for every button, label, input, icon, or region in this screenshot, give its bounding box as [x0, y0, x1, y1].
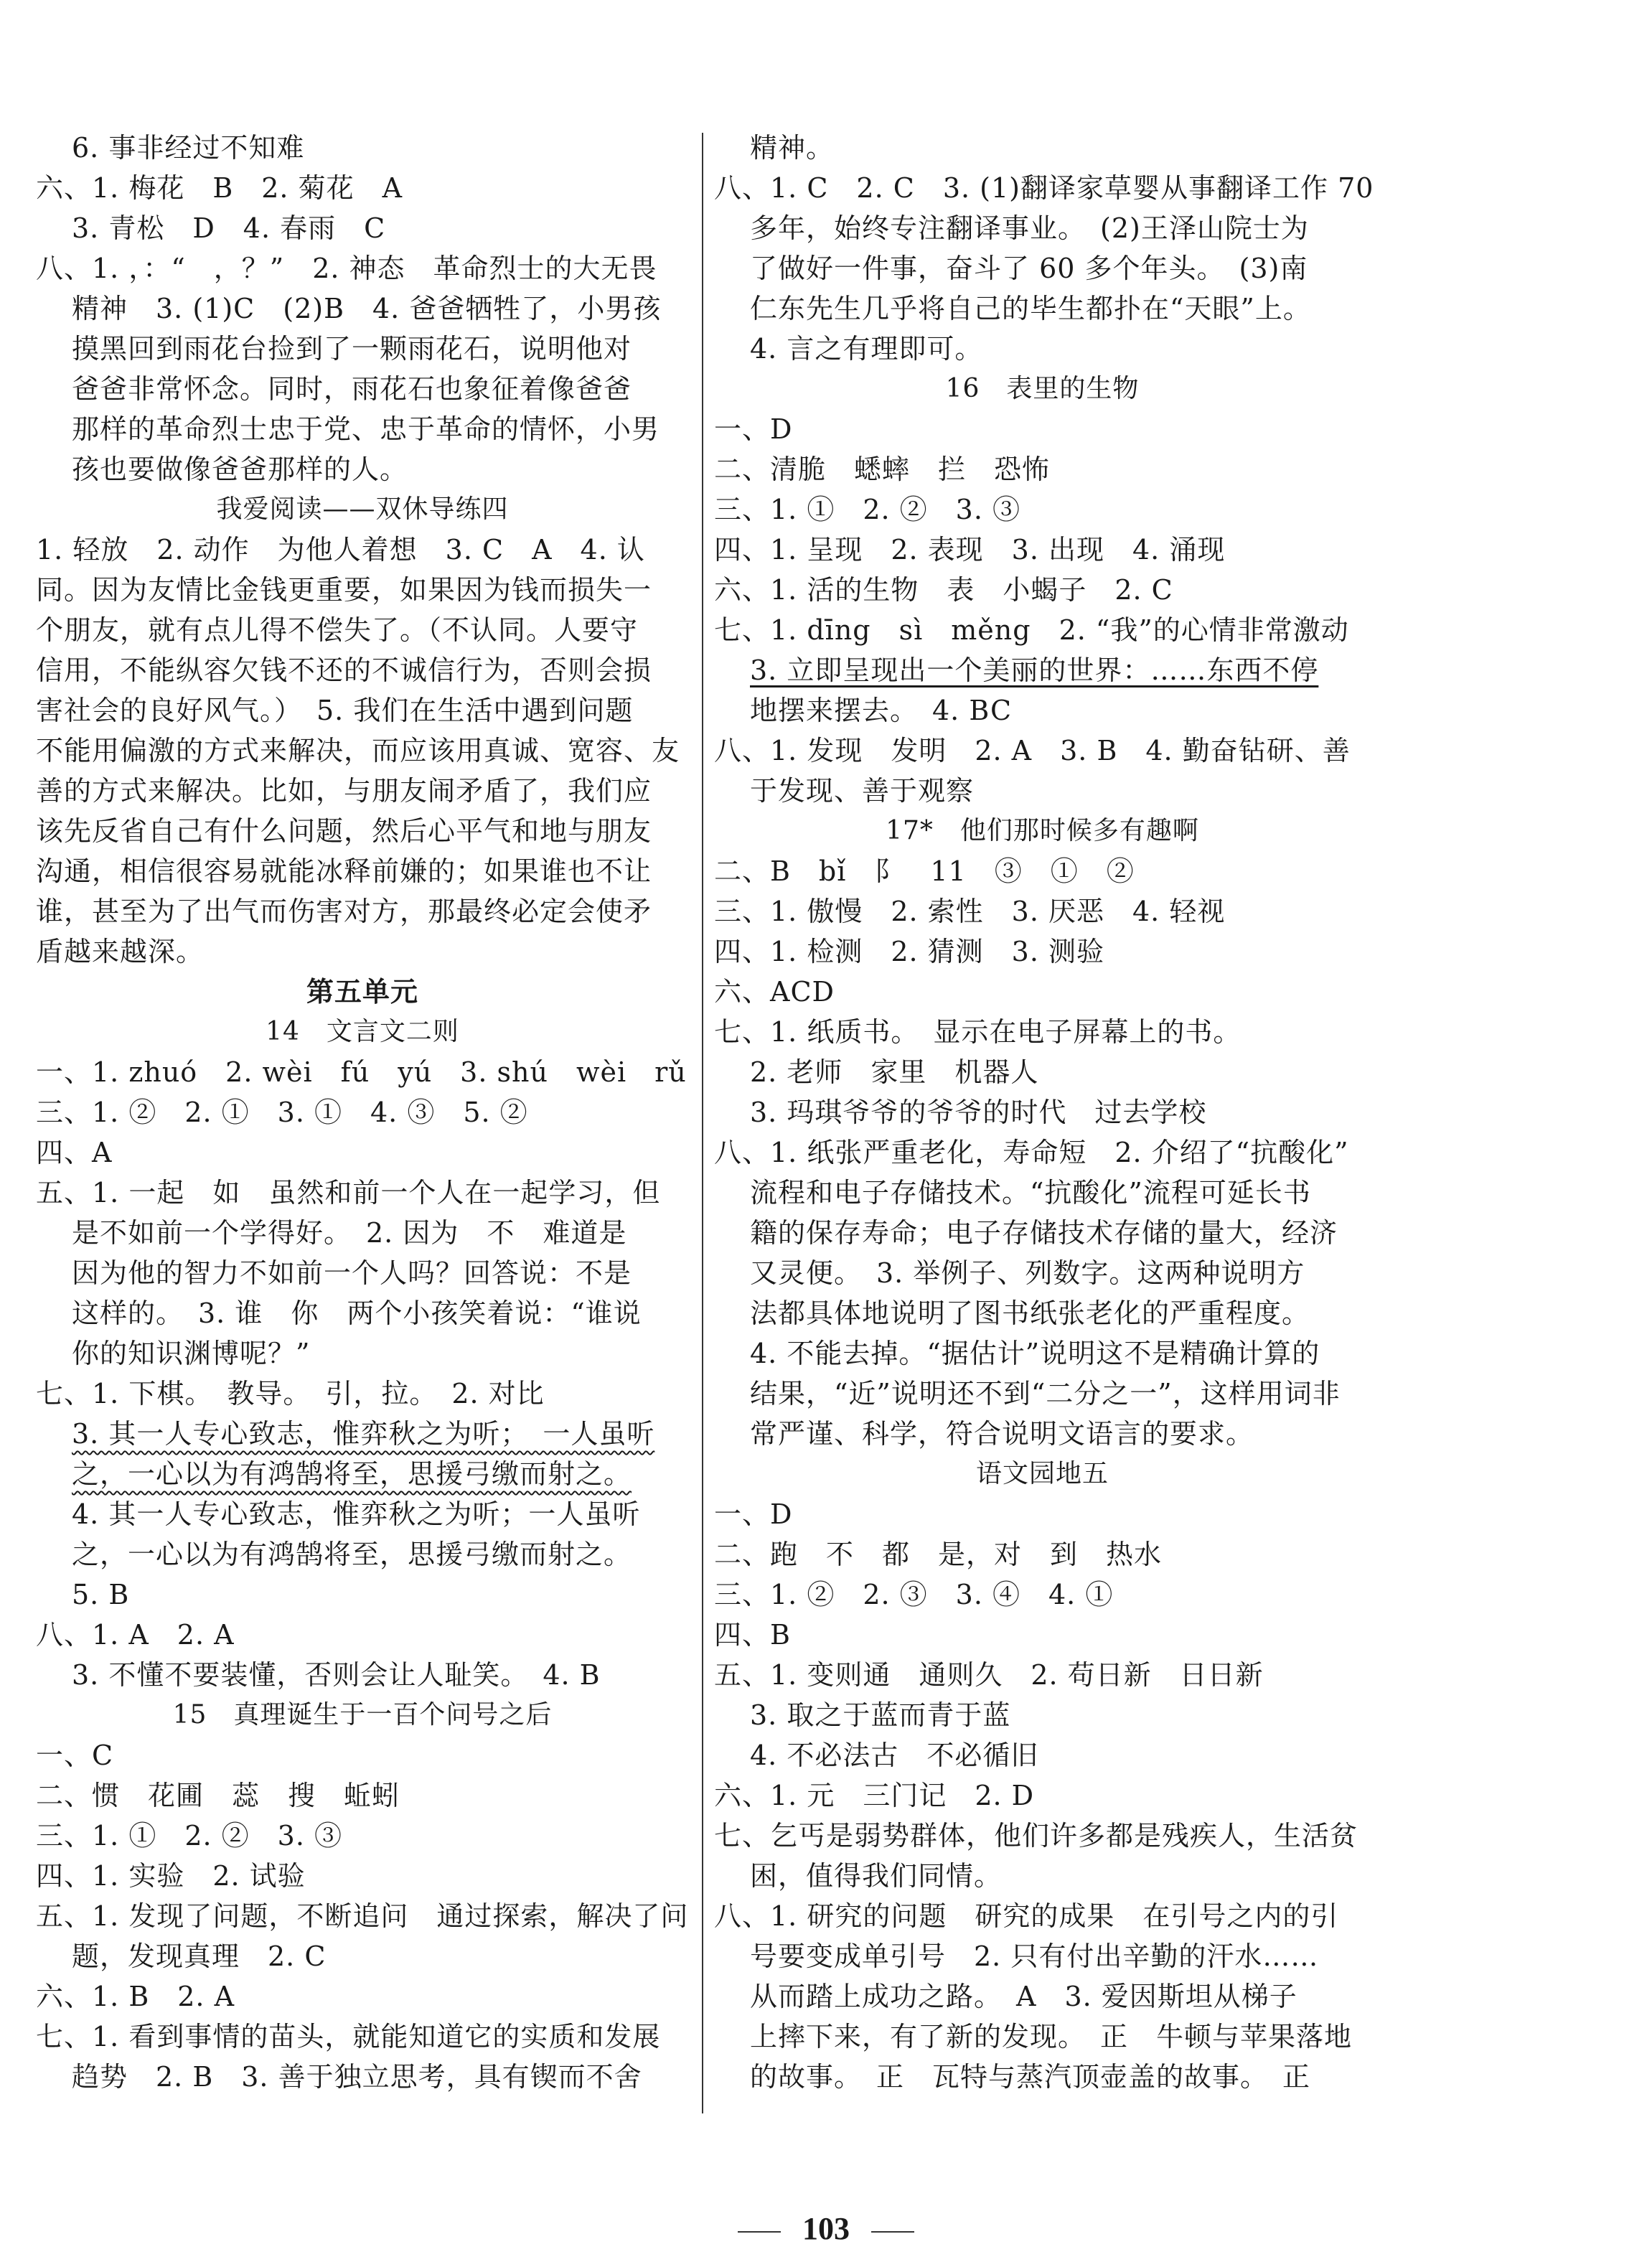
answer-line: [714, 1695, 1371, 1735]
answer-line: [36, 690, 689, 731]
answer-line: [36, 1253, 689, 1293]
line-text: 三、1. ① 2. ② 3. ③: [36, 1820, 343, 1852]
answer-line: [36, 2057, 689, 2097]
answer-line: [714, 2057, 1371, 2097]
line-text: 个朋友，就有点儿得不偿失了。（不认同。人要守: [36, 614, 639, 646]
answer-line: [36, 1534, 689, 1575]
answer-line: [36, 1976, 689, 2017]
answer-line: [714, 1253, 1371, 1293]
answer-line: [36, 208, 689, 248]
footer-dash-left: [738, 2231, 781, 2233]
line-text: 不能用偏激的方式来解决，而应该用真诚、宽容、友: [36, 735, 680, 766]
answer-line: [36, 1816, 689, 1856]
line-text: 了做好一件事，奋斗了 60 多个年头。 (3)南: [750, 253, 1308, 284]
line-text: 五、1. 变则通 通则久 2. 苟日新 日日新: [714, 1659, 1264, 1691]
answer-line: [36, 851, 689, 891]
answer-line: [36, 610, 689, 650]
line-text: 二、B bǐ 阝 11 ③ ① ②: [714, 855, 1135, 887]
answer-line: [36, 1615, 689, 1655]
line-text: 是不如前一个学得好。 2. 因为 不 难道是: [72, 1217, 627, 1249]
line-text: 八、1. 研究的问题 研究的成果 在引号之内的引: [714, 1900, 1339, 1932]
line-text: 四、1. 检测 2. 猜测 3. 测验: [714, 936, 1105, 967]
line-text: 七、乞丐是弱势群体，他们许多都是残疾人，生活贫: [714, 1820, 1358, 1852]
line-text: 多年，始终专注翻译事业。 (2)王泽山院士为: [750, 212, 1309, 244]
line-text: 4. 言之有理即可。: [750, 333, 983, 365]
answer-line: [36, 1936, 689, 1976]
line-text: 善的方式来解决。比如，与朋友闹矛盾了，我们应: [36, 775, 652, 807]
answer-line: [714, 409, 1371, 449]
line-text: 结果，“近”说明还不到“二分之一”，这样用词非: [750, 1378, 1341, 1409]
column-divider: [702, 133, 703, 2113]
answer-line: [714, 168, 1374, 208]
answer-line: [714, 1575, 1371, 1615]
answer-line: [714, 489, 1371, 530]
answer-line: [36, 369, 689, 409]
line-text: 盾越来越深。: [36, 936, 205, 967]
line-text: 语文园地五: [975, 1459, 1109, 1488]
line-text: 3. 取之于蓝而青于蓝: [750, 1699, 1011, 1731]
line-text: 七、1. dīng sì měng 2. “我”的心情非常激动: [714, 614, 1349, 646]
line-text: 因为他的智力不如前一个人吗？回答说：不是: [72, 1257, 632, 1289]
answer-line: [36, 288, 689, 329]
line-text: 2. 老师 家里 机器人: [750, 1056, 1039, 1088]
answer-line: [36, 449, 689, 489]
line-text: 爸爸非常怀念。同时，雨花石也象征着像爸爸: [72, 373, 632, 405]
page-number: 103: [802, 2211, 850, 2246]
answer-line: [36, 931, 689, 972]
answer-line: [36, 1896, 689, 1936]
line-text: 害社会的良好风气。） 5. 我们在生活中遇到问题: [36, 695, 634, 726]
answer-line: [36, 530, 689, 570]
line-text: 七、1. 纸质书。 显示在电子屏幕上的书。: [714, 1016, 1242, 1048]
line-text: 六、1. B 2. A: [36, 1981, 235, 2012]
line-text: 3. 玛琪爷爷的爷爷的时代 过去学校: [750, 1097, 1207, 1128]
line-text: 五、1. 一起 如 虽然和前一个人在一起学习，但: [36, 1177, 661, 1209]
line-text: 3. 其一人专心致志，惟弈秋之为听； 一人虽听: [72, 1418, 655, 1450]
line-text: 15 真理诞生于一百个问号之后: [172, 1700, 553, 1730]
answer-line: [36, 1575, 689, 1615]
page-number-footer: [0, 2210, 1652, 2247]
answer-line: [714, 610, 1371, 650]
line-text: 七、1. 看到事情的苗头，就能知道它的实质和发展: [36, 2021, 661, 2052]
line-text: 第五单元: [306, 975, 418, 1008]
line-text: 四、B: [714, 1619, 791, 1651]
answer-line: [714, 891, 1371, 931]
line-text: 孩也要做像爸爸那样的人。: [72, 454, 408, 485]
answer-line: [714, 1293, 1371, 1333]
answer-line: [36, 1052, 689, 1092]
answer-line: [36, 168, 689, 208]
line-text: 籍的保存寿命；电子存储技术存储的量大，经济: [750, 1217, 1338, 1249]
line-text: 于发现、善于观察: [750, 775, 975, 807]
line-text: 八、1. 发现 发明 2. A 3. B 4. 勤奋钻研、善: [714, 735, 1351, 766]
line-text: 该先反省自己有什么问题，然后心平气和地与朋友: [36, 815, 652, 847]
answer-line: [714, 1333, 1371, 1374]
answer-line: [714, 1735, 1371, 1775]
answer-line: [714, 1052, 1371, 1092]
line-text: 5. B: [72, 1579, 130, 1610]
line-text: 一、C: [36, 1740, 114, 1771]
line-text: 四、A: [36, 1137, 113, 1168]
answer-line: [36, 1293, 689, 1333]
line-text: 上摔下来，有了新的发现。 正 牛顿与苹果落地: [750, 2021, 1353, 2052]
line-text: 仁东先生几乎将自己的毕生都扑在“天眼”上。: [750, 293, 1311, 324]
answer-line: [714, 1173, 1371, 1213]
line-text: 二、惯 花圃 蕊 搜 蚯蚓: [36, 1780, 400, 1811]
answer-line: [714, 248, 1371, 288]
line-text: 你的知识渊博呢？”: [72, 1338, 311, 1369]
line-text: 常严谨、科学，符合说明文语言的要求。: [750, 1418, 1254, 1450]
answer-line: [714, 1775, 1371, 1816]
answer-line: [714, 972, 1371, 1012]
answer-line: [36, 650, 689, 690]
answer-line: [714, 1655, 1371, 1695]
line-text: 六、1. 活的生物 表 小蝎子 2. C: [714, 574, 1173, 606]
answer-line: [36, 1856, 689, 1896]
answer-line: [714, 1374, 1371, 1414]
answer-line: [714, 1856, 1371, 1896]
answer-line: [714, 771, 1371, 811]
line-text: 1. 轻放 2. 动作 为他人着想 3. C A 4. 认: [36, 534, 645, 566]
answer-line: [714, 1213, 1371, 1253]
answer-line: [36, 1775, 689, 1816]
line-text: 的故事。 正 瓦特与蒸汽顶壶盖的故事。 正: [750, 2061, 1311, 2093]
answer-line: [36, 891, 689, 931]
answer-line: [714, 288, 1371, 329]
line-text: 沟通，相信很容易就能冰释前嫌的；如果谁也不让: [36, 855, 652, 887]
answer-line: [714, 731, 1371, 771]
answer-line: [714, 1534, 1371, 1575]
answer-line: [36, 1414, 689, 1454]
answer-line: [36, 409, 689, 449]
answer-line: [714, 1092, 1371, 1132]
answer-line: [36, 1173, 689, 1213]
answer-line: [36, 771, 689, 811]
answer-line: [714, 449, 1371, 489]
answer-line: [714, 1936, 1371, 1976]
answer-line: [36, 1132, 689, 1173]
line-text: 摸黑回到雨花台捡到了一颗雨花石，说明他对: [72, 333, 632, 365]
line-text: 二、跑 不 都 是，对 到 热水: [714, 1539, 1163, 1570]
line-text: 谁，甚至为了出气而伤害对方，那最终必定会使矛: [36, 896, 652, 927]
answer-line: [36, 1092, 689, 1132]
line-text: 三、1. 傲慢 2. 索性 3. 厌恶 4. 轻视: [714, 896, 1226, 927]
answer-line: [714, 1132, 1371, 1173]
line-text: 法都具体地说明了图书纸张老化的严重程度。: [750, 1297, 1310, 1329]
line-text: 号要变成单引号 2. 只有付出辛勤的汗水……: [750, 1940, 1319, 1972]
line-text: 题，发现真理 2. C: [72, 1940, 327, 1972]
answer-line: [714, 931, 1371, 972]
line-text: 3. 立即呈现出一个美丽的世界：……东西不停: [750, 654, 1319, 686]
line-text: 又灵便。 3. 举例子、列数字。这两种说明方: [750, 1257, 1305, 1289]
line-text: 6. 事非经过不知难: [72, 132, 305, 164]
line-text: 困，值得我们同情。: [750, 1860, 1003, 1892]
answer-line: [36, 248, 689, 288]
answer-line: [714, 1012, 1371, 1052]
line-text: 三、1. ① 2. ② 3. ③: [714, 494, 1021, 525]
line-text: 四、1. 实验 2. 试验: [36, 1860, 306, 1892]
line-text: 八、1. A 2. A: [36, 1619, 235, 1651]
left-column: [36, 128, 689, 2097]
answer-line: [714, 690, 1371, 731]
right-column: [714, 128, 1374, 2097]
answer-line: [36, 1213, 689, 1253]
answer-line: [714, 1816, 1371, 1856]
section-title: [36, 972, 689, 1012]
section-title: [36, 1695, 689, 1735]
line-text: 精神。: [750, 132, 835, 164]
line-text: 八、1. ，：“ ，？” 2. 神态 革命烈士的大无畏: [36, 253, 657, 284]
line-text: 4. 不必法古 不必循旧: [750, 1740, 1039, 1771]
line-text: 六、ACD: [714, 976, 835, 1008]
line-text: 那样的革命烈士忠于党、忠于革命的情怀，小男: [72, 413, 660, 445]
answer-line: [36, 329, 689, 369]
section-title: [714, 811, 1371, 851]
line-text: 六、1. 梅花 B 2. 菊花 A: [36, 172, 403, 204]
line-text: 从而踏上成功之路。 A 3. 爱因斯坦从梯子: [750, 1981, 1297, 2012]
line-text: 3. 不懂不要装懂，否则会让人耻笑。 4. B: [72, 1659, 601, 1691]
line-text: 一、D: [714, 1498, 793, 1530]
line-text: 三、1. ② 2. ① 3. ① 4. ③ 5. ②: [36, 1097, 528, 1128]
answer-line: [714, 208, 1371, 248]
answer-line: [36, 128, 689, 168]
line-text: 六、1. 元 三门记 2. D: [714, 1780, 1035, 1811]
line-text: 信用，不能纵容欠钱不还的不诚信行为，否则会损: [36, 654, 652, 686]
line-text: 四、1. 呈现 2. 表现 3. 出现 4. 涌现: [714, 534, 1226, 566]
line-text: 4. 其一人专心致志，惟弈秋之为听；一人虽听: [72, 1498, 641, 1530]
line-text: 一、D: [714, 413, 793, 445]
answer-line: [36, 570, 689, 610]
line-text: 八、1. 纸张严重老化，寿命短 2. 介绍了“抗酸化”: [714, 1137, 1349, 1168]
line-text: 3. 青松 D 4. 春雨 C: [72, 212, 386, 244]
answer-line: [714, 650, 1371, 690]
answer-line: [714, 1414, 1371, 1454]
line-text: 五、1. 发现了问题，不断追问 通过探索，解决了问: [36, 1900, 689, 1932]
answer-line: [714, 128, 1371, 168]
line-text: 14 文言文二则: [266, 1017, 459, 1046]
line-text: 我爱阅读——双休导练四: [216, 494, 509, 524]
answer-line: [36, 1333, 689, 1374]
section-title: [714, 1454, 1371, 1494]
line-text: 这样的。 3. 谁 你 两个小孩笑着说：“谁说: [72, 1297, 642, 1329]
line-text: 之，一心以为有鸿鹄将至，思援弓缴而射之。: [72, 1539, 632, 1570]
line-text: 地摆来摆去。 4. BC: [750, 695, 1013, 726]
section-title: [714, 369, 1371, 409]
answer-line: [36, 1655, 689, 1695]
answer-line: [714, 1976, 1371, 2017]
answer-line: [714, 329, 1371, 369]
answer-line: [714, 851, 1371, 891]
answer-line: [714, 2017, 1371, 2057]
line-text: 一、1. zhuó 2. wèi fú yú 3. shú wèi rǔ: [36, 1056, 687, 1088]
answer-line: [714, 1615, 1371, 1655]
section-title: [36, 489, 689, 530]
footer-dash-right: [871, 2231, 914, 2233]
line-text: 七、1. 下棋。 教导。 引，拉。 2. 对比: [36, 1378, 545, 1409]
line-text: 同。因为友情比金钱更重要，如果因为钱而损失一: [36, 574, 652, 606]
answer-line: [714, 1494, 1371, 1534]
line-text: 17* 他们那时候多有趣啊: [886, 816, 1199, 845]
line-text: 八、1. C 2. C 3. (1)翻译家草婴从事翻译工作 70: [714, 172, 1374, 204]
answer-line: [714, 570, 1371, 610]
line-text: 4. 不能去掉。“据估计”说明这不是精确计算的: [750, 1338, 1320, 1369]
line-text: 16 表里的生物: [945, 374, 1140, 403]
answer-line: [36, 1735, 689, 1775]
line-text: 二、清脆 蟋蟀 拦 恐怖: [714, 454, 1051, 485]
line-text: 趋势 2. B 3. 善于独立思考，具有锲而不舍: [72, 2061, 642, 2093]
answer-line: [36, 2017, 689, 2057]
section-title: [36, 1012, 689, 1052]
answer-line: [36, 1374, 689, 1414]
line-text: 之，一心以为有鸿鹄将至，思援弓缴而射之。: [72, 1458, 632, 1490]
line-text: 流程和电子存储技术。“抗酸化”流程可延长书: [750, 1177, 1311, 1209]
answer-line: [714, 1896, 1371, 1936]
answer-line: [36, 731, 689, 771]
answer-line: [714, 530, 1371, 570]
answer-line: [36, 1454, 689, 1494]
answer-line: [36, 1494, 689, 1534]
answer-line: [36, 811, 689, 851]
line-text: 精神 3. (1)C (2)B 4. 爸爸牺牲了，小男孩: [72, 293, 662, 324]
line-text: 三、1. ② 2. ③ 3. ④ 4. ①: [714, 1579, 1114, 1610]
